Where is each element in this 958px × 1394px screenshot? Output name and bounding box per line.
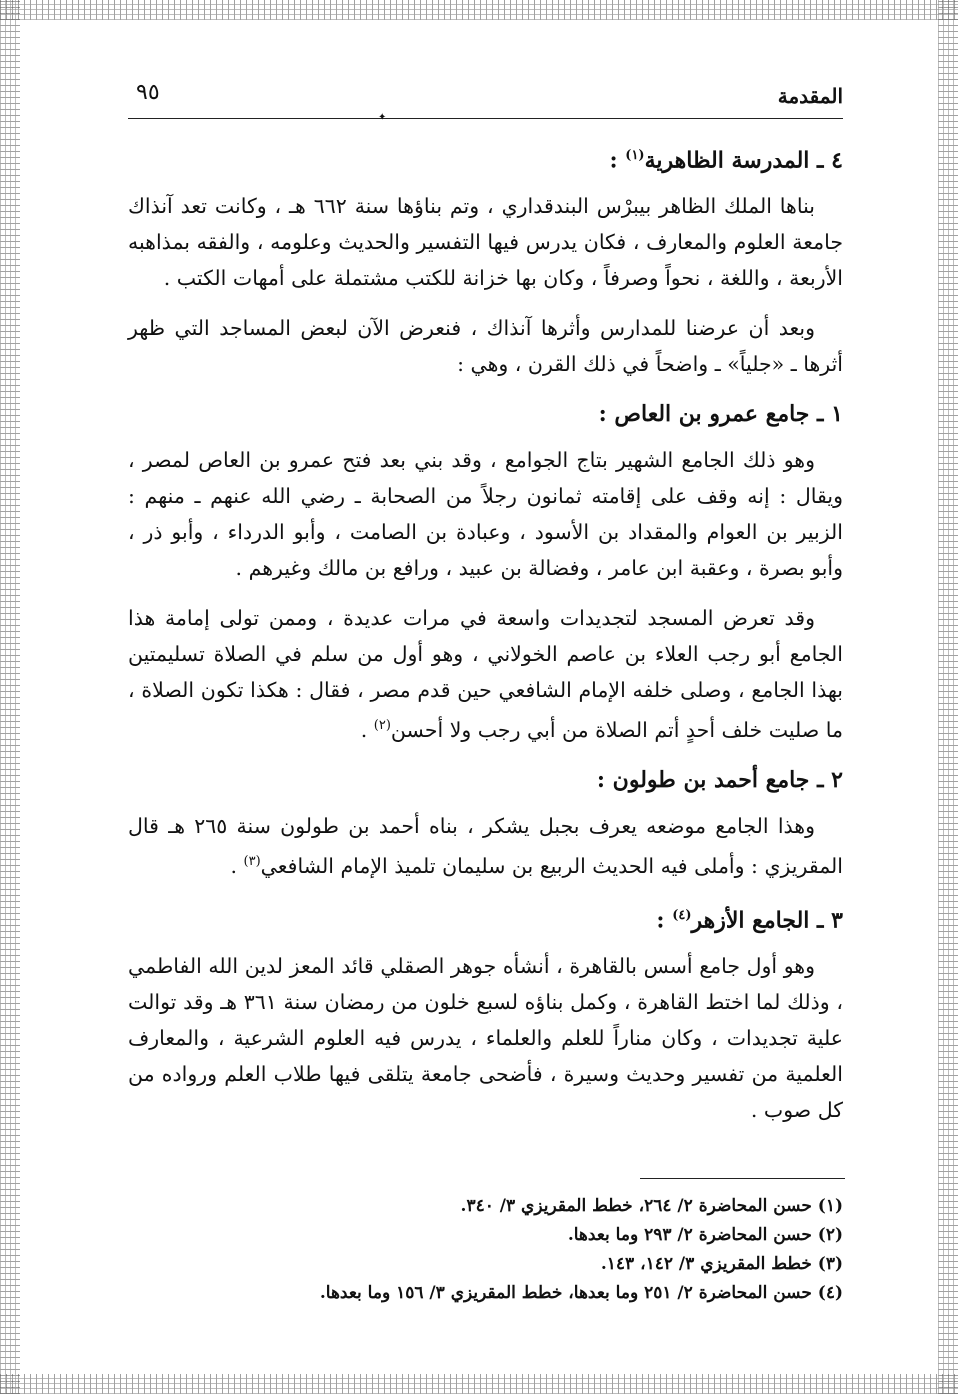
section-heading: ١ ـ جامع عمرو بن العاص :	[598, 401, 843, 428]
section-heading: ٤ ـ المدرسة الظاهرية$^{(١)}$ :	[609, 147, 843, 174]
page-number: ٩٥	[136, 80, 160, 105]
page-header	[128, 78, 843, 123]
footnote: (٤) حسن المحاضرة ٢/ ٢٥١ وما بعدها، خطط المقريزي ٣/ ١٥٦ وما بعدها.	[319, 1283, 843, 1303]
paragraph: وبعد أن عرضنا للمدارس وأثرها آنذاك ، فنعرض الآن لبعض المساجد التي ظهر أثرها ـ «جلياً» ـ واضحاً في ذلك القرن ، وهي :	[128, 316, 843, 377]
footnote: (١) حسن المحاضرة ٢/ ٢٦٤، خطط المقريزي ٣/ ٣٤٠.	[460, 1196, 843, 1216]
paragraph: وهو ذلك الجامع الشهير بتاج الجوامع ، وقد بني بعد فتح عمرو بن العاص لمصر ، ويقال : إنه وقف على إقامته ثمانون رجلاً من الصحابة ـ رضي الله عنهم ـ منهم : الزبير بن العوام والمقداد بن الأسود ، وعبادة بن الصامت ، وأبو الدرداء ، وأبو ذر ، وأبو بصرة ، وعقبة ابن عامر ، وفضالة بن عبيد ، ورافع بن مالك وغيرهم .	[128, 448, 843, 581]
paragraph: وقد تعرض المسجد لتجديدات واسعة في مرات عديدة ، وممن تولى إمامة هذا الجامع أبو رجب العلاء بن عاصم الخولاني ، وهو أول من سلم في الصلاة تسليمتين بهذا الجامع ، وصلى خلفه الإمام الشافعي حين قدم مصر ، فقال : هكذا تكون الصلاة ، ما صليت خلف أحدٍ أتم الصلاة من أبي رجب ولا أحسن$^{(٢)}$ .	[128, 606, 843, 743]
paragraph: وهذا الجامع موضعه يعرف بجبل يشكر ، بناه أحمد بن طولون سنة ٢٦٥ هـ قال المقريزي : وأملى فيه الحديث الربيع بن سليمان تلميذ الإمام الشافعي$^{(٣)}$ .	[128, 814, 843, 878]
footnote-ref: (٤)	[672, 907, 692, 923]
page-border-left	[0, 0, 20, 1394]
footnote-separator	[640, 1178, 845, 1179]
footnotes	[128, 1192, 843, 1308]
section-heading: ٣ ـ الجامع الأزهر$^{(٤)}$ :	[656, 907, 843, 934]
page-border-right	[938, 0, 958, 1394]
section-heading: ٢ ـ جامع أحمد بن طولون :	[596, 767, 843, 794]
paragraph: وهو أول جامع أسس بالقاهرة ، أنشأه جوهر الصقلي قائد المعز لدين الله الفاطمي ، وذلك لما اختط القاهرة ، وكمل بناؤه لسبع خلون من رمضان سنة ٣٦١ هـ وقد توالت علية تجديدات ، وكان مناراً للعلم والعلماء ، يدرس فيه العلوم الشرعية ، والمعارف العلمية من تفسير وحديث وسيرة ، فأضحى جامعة يتلقى فيها طلاب العلم ورواده من كل صوب .	[128, 954, 843, 1123]
header-rule-mark: ✦	[378, 112, 387, 123]
footnote: (٣) خطط المقريزي ٣/ ١٤٢، ١٤٣.	[600, 1254, 843, 1274]
page-border-bottom	[0, 1374, 958, 1394]
footnote-ref: (٢)	[373, 718, 391, 734]
footnote-ref: (١)	[625, 148, 645, 163]
footnote-ref: (٣)	[243, 854, 261, 870]
running-head: المقدمة	[777, 84, 843, 108]
paragraph: بناها الملك الظاهر بيبرْس البندقداري ، وتم بناؤها سنة ٦٦٢ هـ ، وكانت تعد آنذاك جامعة العلوم والمعارف ، فكان يدرس فيها التفسير والحديث وعلومه ، والفقه بمذاهبه الأربعة ، واللغة ، نحواً وصرفاً ، وكان بها خزانة للكتب مشتملة على أمهات الكتب .	[128, 194, 843, 291]
footnote: (٢) حسن المحاضرة ٢/ ٢٩٣ وما بعدها.	[567, 1225, 843, 1245]
main-text	[128, 128, 843, 1142]
page-border-top	[0, 0, 958, 20]
